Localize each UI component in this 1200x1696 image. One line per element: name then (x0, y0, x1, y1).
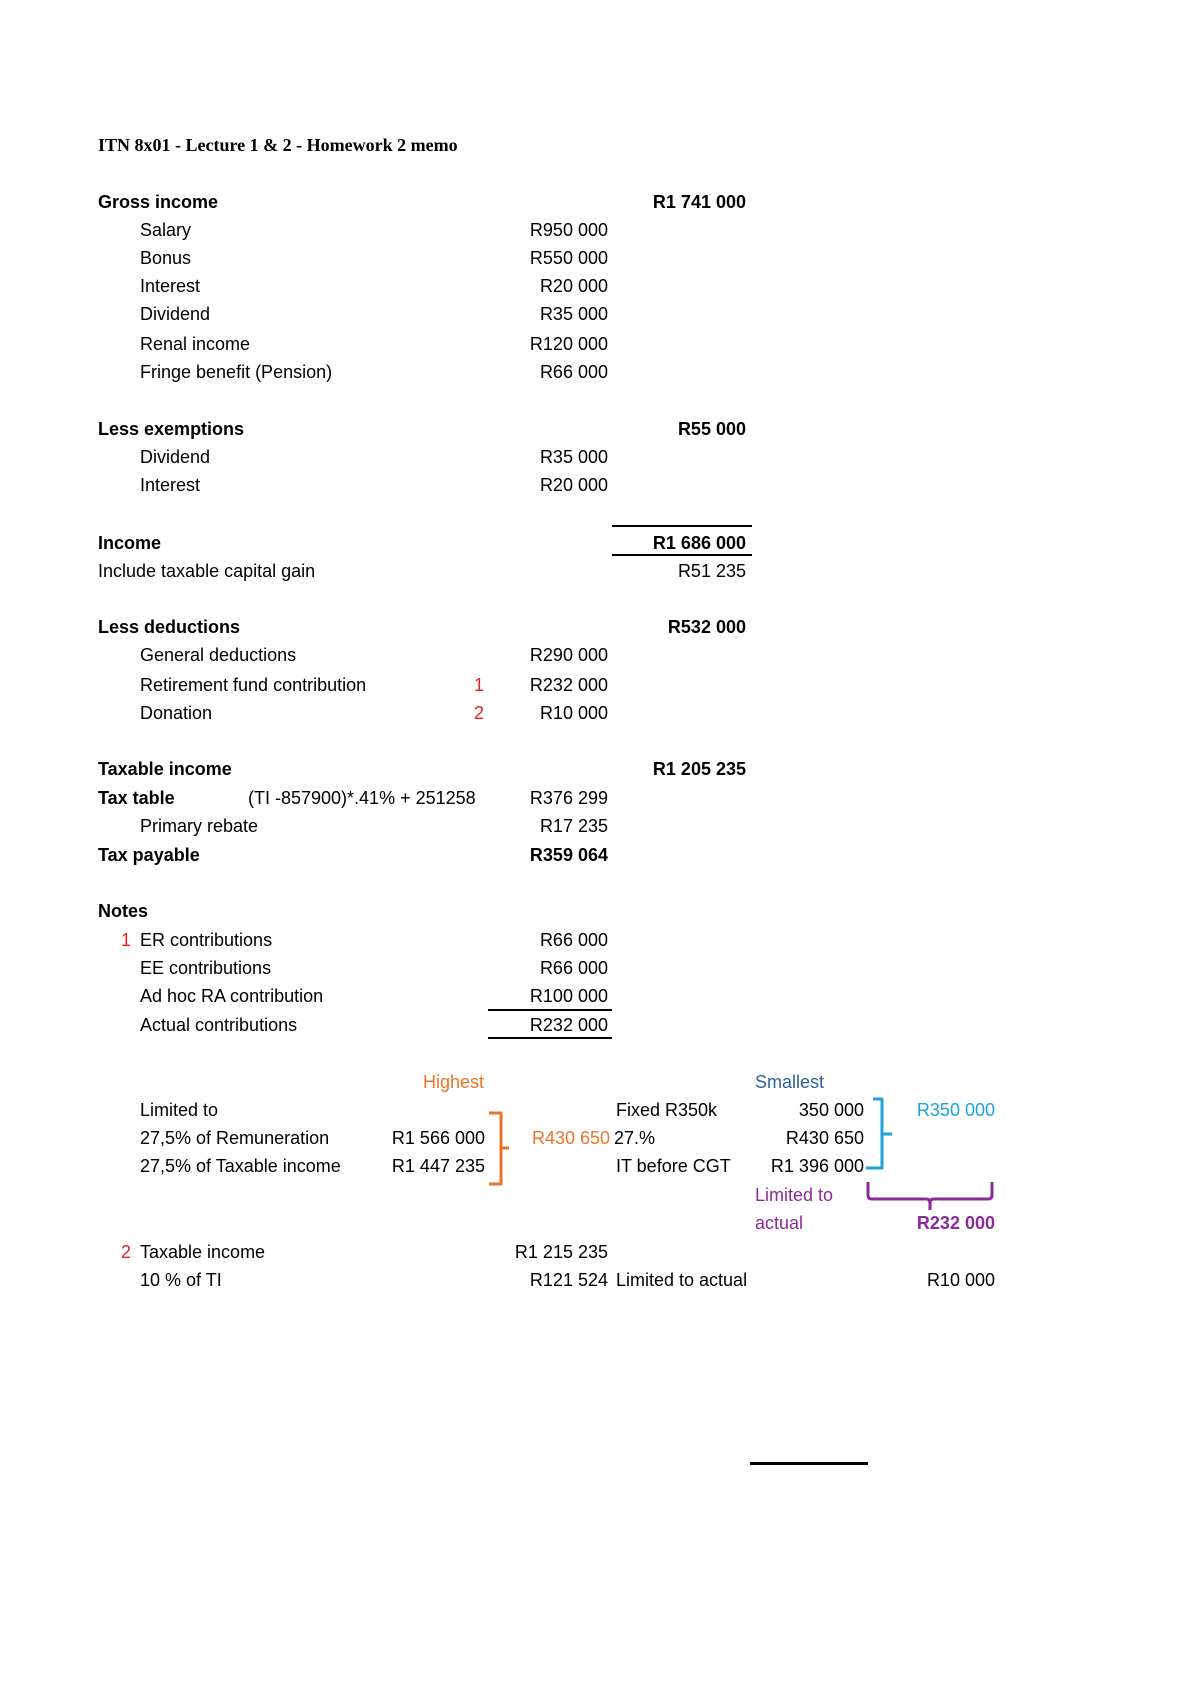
tax-table-amount: R376 299 (529, 788, 608, 808)
ee-contributions-label: EE contributions (140, 958, 272, 978)
deductions-total: R532 000 (667, 617, 746, 637)
general-deductions-label: General deductions (140, 645, 297, 665)
capital-gain-amount: R51 235 (677, 561, 746, 581)
gross-income-total: R1 741 000 (652, 192, 746, 212)
note2-final-amount: R10 000 (926, 1270, 995, 1290)
dividend-label: Dividend (140, 304, 211, 324)
fringe-benefit-amount: R66 000 (539, 362, 608, 382)
bonus-amount: R550 000 (529, 248, 608, 268)
exempt-interest-label: Interest (140, 475, 201, 495)
tax-payable-amount: R359 064 (529, 845, 608, 865)
donation-amount: R10 000 (539, 703, 608, 723)
retirement-fund-label: Retirement fund contribution (140, 675, 367, 695)
income-total: R1 686 000 (652, 533, 746, 553)
rental-income-label: Renal income (140, 334, 251, 354)
exemptions-label: Less exemptions (98, 419, 245, 439)
fixed-label: Fixed R350k (616, 1100, 718, 1120)
er-contributions-amount: R66 000 (539, 930, 608, 950)
donation-label: Donation (140, 703, 213, 723)
exempt-interest-amount: R20 000 (539, 475, 608, 495)
exempt-dividend-label: Dividend (140, 447, 211, 467)
taxable-income-total: R1 205 235 (652, 759, 746, 779)
note2-taxable-income-amount: R1 215 235 (514, 1242, 608, 1262)
highest-label: Highest (423, 1072, 485, 1092)
primary-rebate-amount: R17 235 (539, 816, 608, 836)
salary-amount: R950 000 (529, 220, 608, 240)
ad-hoc-ra-amount: R100 000 (529, 986, 608, 1006)
limited-actual-bracket (868, 1182, 992, 1210)
exemptions-total: R55 000 (677, 419, 746, 439)
notes-heading: Notes (98, 901, 149, 921)
capital-gain-label: Include taxable capital gain (98, 561, 316, 581)
smallest-bracket (866, 1099, 892, 1168)
tax-payable-label: Tax payable (98, 845, 200, 865)
dividend-amount: R35 000 (539, 304, 608, 324)
note2-taxable-income-label: Taxable income (140, 1242, 266, 1262)
primary-rebate-label: Primary rebate (140, 816, 259, 836)
taxable-income-pct-amount: R1 447 235 (391, 1156, 485, 1176)
fixed-amount: 350 000 (798, 1100, 864, 1120)
note2-limited-label: Limited to actual (616, 1270, 748, 1290)
note1-marker: 1 (121, 930, 132, 950)
smallest-value: R350 000 (916, 1100, 995, 1120)
taxable-income-pct-label: 27,5% of Taxable income (140, 1156, 341, 1176)
deductions-label: Less deductions (98, 617, 241, 637)
general-deductions-amount: R290 000 (529, 645, 608, 665)
smallest-label: Smallest (755, 1072, 825, 1092)
donation-note-marker: 2 (474, 703, 485, 723)
pct-label: 27.% (614, 1128, 656, 1148)
actual-contributions-label: Actual contributions (140, 1015, 298, 1035)
it-before-cgt-label: IT before CGT (616, 1156, 731, 1176)
remuneration-label: 27,5% of Remuneration (140, 1128, 330, 1148)
retirement-fund-note-marker: 1 (474, 675, 485, 695)
signature-line (750, 1462, 868, 1465)
page-title: ITN 8x01 - Lecture 1 & 2 - Homework 2 memo (98, 135, 458, 155)
tax-table-label: Tax table (98, 788, 175, 808)
salary-label: Salary (140, 220, 192, 240)
it-before-cgt-amount: R1 396 000 (770, 1156, 864, 1176)
note2-pct-amount: R121 524 (529, 1270, 608, 1290)
taxable-income-label: Taxable income (98, 759, 232, 779)
gross-income-label: Gross income (98, 192, 219, 212)
limited-to-label: Limited to (140, 1100, 219, 1120)
highest-value: R430 650 (532, 1128, 611, 1148)
remuneration-amount: R1 566 000 (391, 1128, 485, 1148)
er-contributions-label: ER contributions (140, 930, 273, 950)
note2-pct-label: 10 % of TI (140, 1270, 222, 1290)
actual-contributions-amount: R232 000 (529, 1015, 608, 1035)
note2-marker: 2 (121, 1242, 132, 1262)
interest-label: Interest (140, 276, 201, 296)
limited-actual-line1: Limited to (755, 1185, 834, 1205)
income-label: Income (98, 533, 162, 553)
interest-amount: R20 000 (539, 276, 608, 296)
rental-income-amount: R120 000 (529, 334, 608, 354)
limited-actual-line2: actual (755, 1213, 804, 1233)
exempt-dividend-amount: R35 000 (539, 447, 608, 467)
pct-amount: R430 650 (785, 1128, 864, 1148)
ad-hoc-ra-label: Ad hoc RA contribution (140, 986, 324, 1006)
highest-bracket (489, 1113, 509, 1184)
retirement-fund-amount: R232 000 (529, 675, 608, 695)
bonus-label: Bonus (140, 248, 192, 268)
tax-table-formula: (TI -857900)*.41% + 251258 (248, 788, 476, 808)
actual-value: R232 000 (916, 1213, 995, 1233)
ee-contributions-amount: R66 000 (539, 958, 608, 978)
fringe-benefit-label: Fringe benefit (Pension) (140, 362, 333, 382)
